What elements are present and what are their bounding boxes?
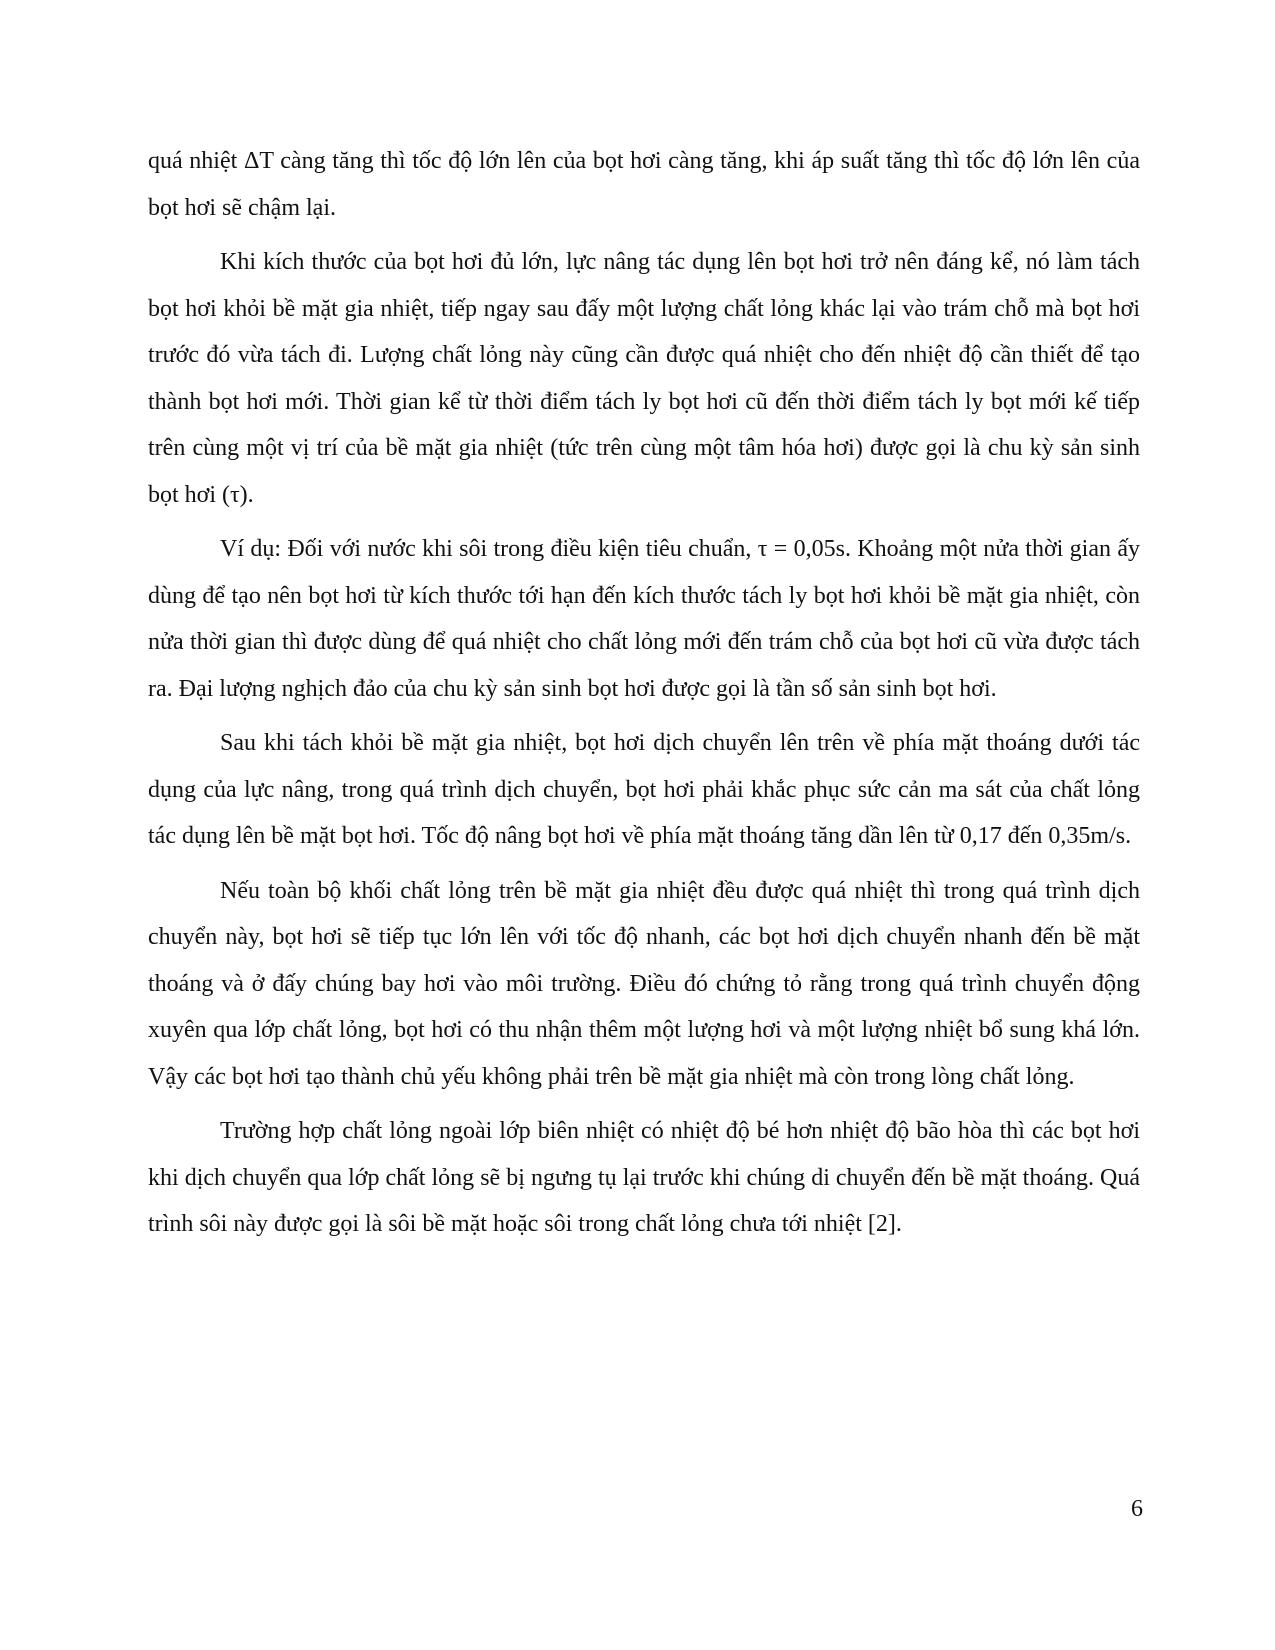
page-number: 6: [1131, 1496, 1143, 1522]
paragraph-example: Ví dụ: Đối với nước khi sôi trong điều kiện tiêu chuẩn, τ = 0,05s. Khoảng một nửa thời gian ấy dùng để tạo nên bọt hơi từ kích thước tới hạn đến kích thước tách ly bọt hơi khỏi bề mặt gia nhiệt, còn nửa thời gian thì được dùng để quá nhiệt cho chất lỏng mới đến trám chỗ của bọt hơi cũ vừa được tách ra. Đại lượng nghịch đảo của chu kỳ sản sinh bọt hơi được gọi là tần số sản sinh bọt hơi.: [148, 536, 1140, 702]
paragraph-superheated-liquid: Nếu toàn bộ khối chất lỏng trên bề mặt gia nhiệt đều được quá nhiệt thì trong quá trình dịch chuyển này, bọt hơi sẽ tiếp tục lớn lên với tốc độ nhanh, các bọt hơi dịch chuyển nhanh đến bề mặt thoáng và ở đấy chúng bay hơi vào môi trường. Điều đó chứng tỏ rằng trong quá trình chuyển động xuyên qua lớp chất lỏng, bọt hơi có thu nhận thêm một lượng hơi và một lượng nhiệt bổ sung khá lớn. Vậy các bọt hơi tạo thành chủ yếu không phải trên bề mặt gia nhiệt mà còn trong lòng chất lỏng.: [148, 877, 1140, 1090]
paragraph-continuation: quá nhiệt ΔT càng tăng thì tốc độ lớn lên của bọt hơi càng tăng, khi áp suất tăng thì tốc độ lớn lên của bọt hơi sẽ chậm lại.: [148, 148, 1140, 221]
paragraph-bubble-detachment: Khi kích thước của bọt hơi đủ lớn, lực nâng tác dụng lên bọt hơi trở nên đáng kể, nó làm tách bọt hơi khỏi bề mặt gia nhiệt, tiếp ngay sau đấy một lượng chất lỏng khác lại vào trám chỗ mà bọt hơi trước đó vừa tách đi. Lượng chất lỏng này cũng cần được quá nhiệt cho đến nhiệt độ cần thiết để tạo thành bọt hơi mới. Thời gian kể từ thời điểm tách ly bọt hơi cũ đến thời điểm tách ly bọt mới kế tiếp trên cùng một vị trí của bề mặt gia nhiệt (tức trên cùng một tâm hóa hơi) được gọi là chu kỳ sản sinh bọt hơi (τ).: [148, 249, 1140, 508]
paragraph-bubble-rise: Sau khi tách khỏi bề mặt gia nhiệt, bọt hơi dịch chuyển lên trên về phía mặt thoáng dưới tác dụng của lực nâng, trong quá trình dịch chuyển, bọt hơi phải khắc phục sức cản ma sát của chất lỏng tác dụng lên bề mặt bọt hơi. Tốc độ nâng bọt hơi về phía mặt thoáng tăng dần lên từ 0,17 đến 0,35m/s.: [148, 730, 1140, 849]
body-text: [148, 138, 1140, 1256]
paragraph-subcooled-boiling: Trường hợp chất lỏng ngoài lớp biên nhiệt có nhiệt độ bé hơn nhiệt độ bão hòa thì các bọt hơi khi dịch chuyển qua lớp chất lỏng sẽ bị ngưng tụ lại trước khi chúng di chuyển đến bề mặt thoáng. Quá trình sôi này được gọi là sôi bề mặt hoặc sôi trong chất lỏng chưa tới nhiệt [2].: [148, 1118, 1140, 1237]
